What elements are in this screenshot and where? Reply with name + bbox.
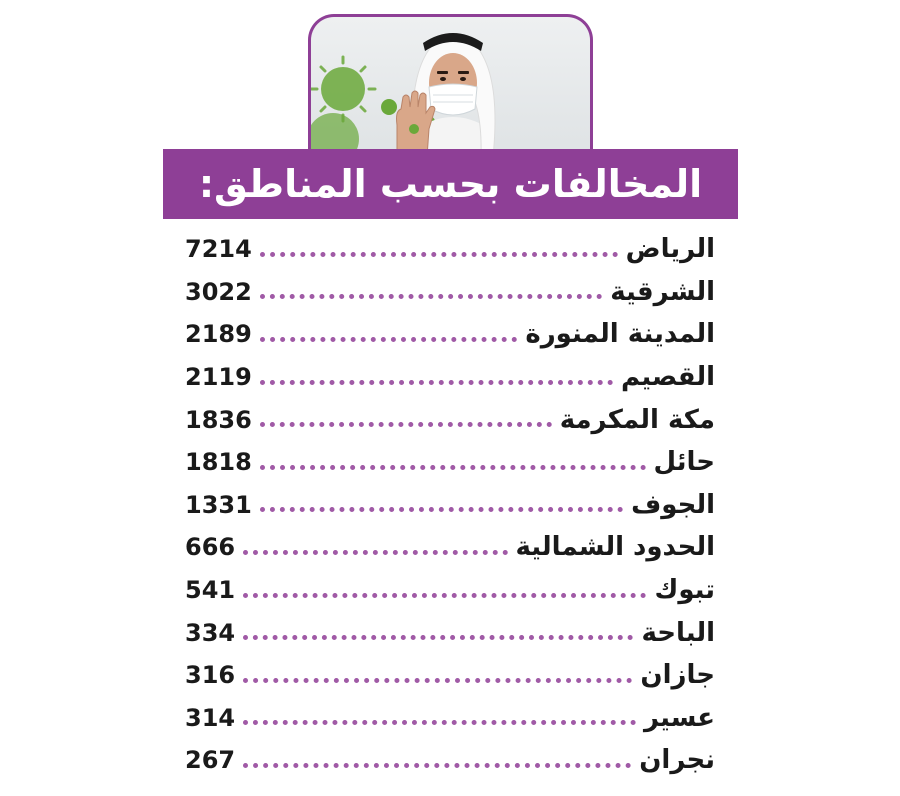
region-list: [185, 228, 715, 782]
region-name: تبوك: [654, 575, 715, 606]
dotted-leader: [260, 507, 623, 512]
violation-count: 541: [185, 576, 236, 605]
violation-count: 2189: [185, 320, 252, 349]
header-photo: [308, 14, 593, 154]
list-item: [185, 484, 715, 527]
region-name: حائل: [653, 447, 715, 478]
list-item: [185, 697, 715, 740]
region-name: مكة المكرمة: [559, 404, 715, 435]
dotted-leader: [260, 294, 602, 299]
region-name: الباحة: [641, 617, 715, 648]
list-item: [185, 654, 715, 697]
violation-count: 1818: [185, 448, 252, 477]
dotted-leader: [260, 337, 518, 342]
region-name: الحدود الشمالية: [515, 532, 715, 563]
dotted-leader: [243, 635, 633, 640]
region-name: عسير: [643, 702, 715, 733]
dotted-leader: [243, 720, 636, 725]
masked-man-virus-illustration: [311, 17, 593, 154]
list-item: [185, 313, 715, 356]
list-item: [185, 271, 715, 314]
region-name: جازان: [640, 660, 715, 691]
dotted-leader: [260, 422, 552, 427]
region-name: الشرقية: [610, 276, 715, 307]
region-name: الجوف: [631, 489, 715, 520]
violation-count: 267: [185, 746, 236, 775]
violation-count: 316: [185, 661, 236, 690]
violation-count: 314: [185, 703, 236, 732]
list-item: [185, 356, 715, 399]
list-item: [185, 526, 715, 569]
dotted-leader: [243, 593, 646, 598]
dotted-leader: [243, 678, 632, 683]
region-name: القصيم: [620, 362, 715, 393]
list-item: [185, 398, 715, 441]
region-name: الرياض: [625, 234, 715, 265]
dotted-leader: [243, 763, 631, 768]
violation-count: 7214: [185, 235, 252, 264]
region-name: نجران: [639, 745, 715, 776]
list-item: [185, 569, 715, 612]
violation-count: 3022: [185, 277, 252, 306]
violation-count: 334: [185, 618, 236, 647]
dotted-leader: [243, 550, 507, 555]
list-item: [185, 228, 715, 271]
violation-count: 1331: [185, 490, 252, 519]
list-item: [185, 611, 715, 654]
title-banner: [163, 149, 738, 219]
violation-count: 666: [185, 533, 236, 562]
dotted-leader: [260, 252, 618, 257]
list-item: [185, 441, 715, 484]
list-item: [185, 739, 715, 782]
page-title: المخالفات بحسب المناطق:: [198, 162, 703, 206]
dotted-leader: [260, 465, 646, 470]
region-name: المدينة المنورة: [525, 319, 715, 350]
violation-count: 1836: [185, 405, 252, 434]
dotted-leader: [260, 380, 613, 385]
violation-count: 2119: [185, 363, 252, 392]
